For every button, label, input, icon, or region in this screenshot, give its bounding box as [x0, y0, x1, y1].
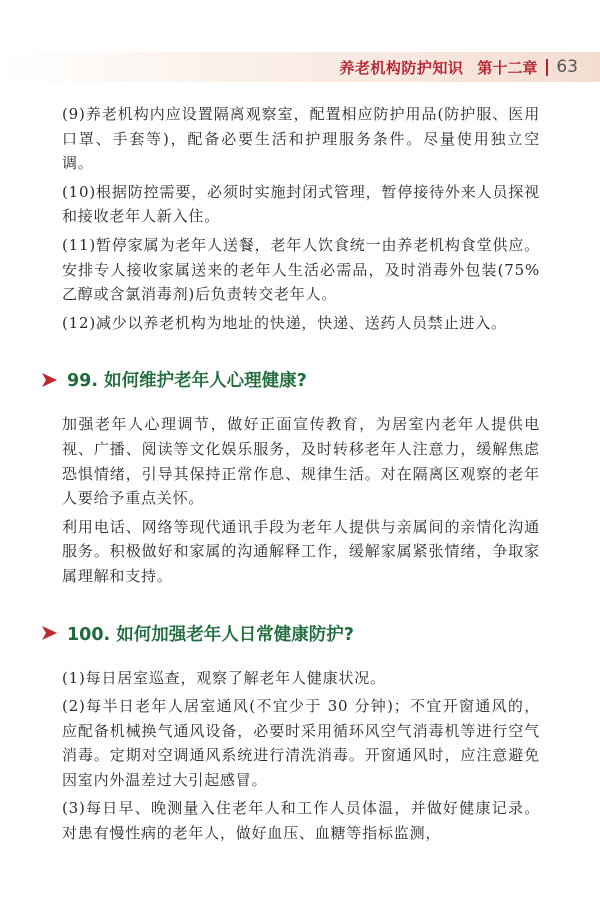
- section-heading-99: [42, 367, 540, 392]
- paragraph: (3)每日早、晚测量入住老年人和工作人员体温，并做好健康记录。对患有慢性病的老年人，做好血压、血糖等指标监测，: [62, 799, 540, 843]
- section-title: 99. 如何维护老年人心理健康?: [67, 371, 307, 392]
- paragraph: 加强老年人心理调节，做好正面宣传教育，为居室内老年人提供电视、广播、阅读等文化娱乐服务，及时转移老年人注意力，缓解焦虑恐惧情绪，引导其保持正常作息、规律生活。对在隔离区观察的老年人要给予重点关怀。: [62, 415, 540, 508]
- header-book-title: 养老机构防护知识: [339, 58, 464, 77]
- section-title: 100. 如何加强老年人日常健康防护?: [67, 624, 354, 645]
- paragraph: (1)每日居室巡查，观察了解老年人健康状况。: [62, 668, 386, 687]
- header-chapter: 第十二章: [477, 58, 538, 77]
- paragraph: 利用电话、网络等现代通讯手段为老年人提供与亲属间的亲情化沟通服务。积极做好和家属的沟通解释工作，缓解家属紧张情绪，争取家属理解和支持。: [62, 517, 540, 585]
- arrow-right-icon: [42, 626, 57, 640]
- page-body: [62, 102, 540, 850]
- header-divider: [546, 59, 548, 76]
- paragraph: (10)根据防控需要，必须时实施封闭式管理，暂停接待外来人员探视和接收老年人新入住。: [62, 182, 540, 226]
- paragraph: (12)减少以养老机构为地址的快递，快递、送药人员禁止进入。: [62, 313, 507, 332]
- section-heading-100: [42, 621, 540, 646]
- arrow-right-icon: [42, 373, 57, 387]
- paragraph: (9)养老机构内应设置隔离观察室，配置相应防护用品(防护服、医用口罩、手套等)，配备必要生活和护理服务条件。尽量使用独立空调。: [62, 105, 540, 173]
- paragraph: (2)每半日老年人居室通风(不宜少于 30 分钟)；不宜开窗通风的，应配备机械换气通风设备，必要时采用循环风空气消毒机等进行空气消毒。定期对空调通风系统进行清洗消毒。开窗通风时，应注意避免因室内外温差过大引起感冒。: [62, 697, 540, 789]
- page-number: 63: [556, 57, 578, 77]
- running-header: [339, 54, 578, 80]
- paragraph: (11)暂停家属为老年人送餐，老年人饮食统一由养老机构食堂供应。安排专人接收家属送来的老年人生活必需品，及时消毒外包装(75% 乙醇或含氯消毒剂)后负责转交老年人。: [62, 235, 540, 304]
